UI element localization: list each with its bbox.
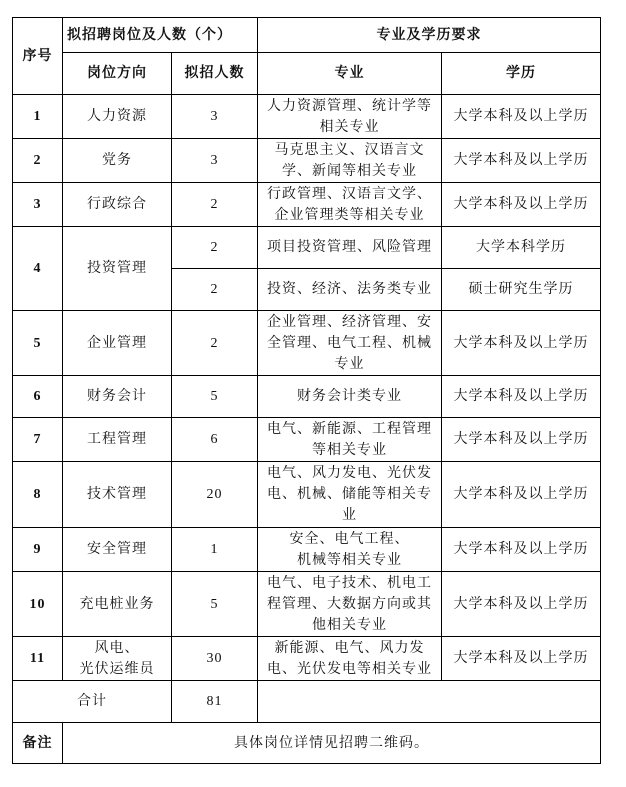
- row-major: 电气、新能源、工程管理等相关专业: [258, 418, 442, 462]
- row-seq: 5: [13, 311, 63, 376]
- row-count: 5: [172, 572, 258, 637]
- row-direction: 行政综合: [63, 183, 172, 227]
- row-major: 项目投资管理、风险管理: [258, 227, 442, 269]
- row-count: 2: [172, 269, 258, 311]
- row-seq: 6: [13, 376, 63, 418]
- row-count: 2: [172, 183, 258, 227]
- row-major-line: 安全、电气工程、: [289, 530, 410, 547]
- row-major: 人力资源管理、统计学等相关专业: [258, 95, 442, 139]
- note-row: [13, 723, 601, 764]
- header-education: 学历: [442, 53, 601, 95]
- header-direction: 岗位方向: [63, 53, 172, 95]
- row-seq: 10: [13, 572, 63, 637]
- total-label: 合计: [13, 681, 172, 723]
- header-row-1: [13, 18, 601, 53]
- total-row: [13, 681, 601, 723]
- row-seq: 9: [13, 528, 63, 572]
- header-row-2: [13, 53, 601, 95]
- row-count: 2: [172, 227, 258, 269]
- row-education: 大学本科及以上学历: [442, 95, 601, 139]
- note-text: 具体岗位详情见招聘二维码。: [63, 723, 601, 764]
- row-count: 20: [172, 462, 258, 528]
- table-row: [13, 637, 601, 681]
- row-direction: 人力资源: [63, 95, 172, 139]
- row-education: 大学本科及以上学历: [442, 528, 601, 572]
- row-direction: 充电桩业务: [63, 572, 172, 637]
- row-count: 5: [172, 376, 258, 418]
- row-count: 6: [172, 418, 258, 462]
- row-major: 投资、经济、法务类专业: [258, 269, 442, 311]
- table-row: [13, 462, 601, 528]
- header-position-group: 拟招聘岗位及人数（个）: [63, 18, 258, 53]
- recruitment-table: [12, 17, 601, 764]
- row-education: 大学本科及以上学历: [442, 637, 601, 681]
- row-seq: 2: [13, 139, 63, 183]
- table-row: [13, 376, 601, 418]
- total-empty: [258, 681, 601, 723]
- row-education: 大学本科学历: [442, 227, 601, 269]
- row-major: [258, 528, 442, 572]
- row-count: 2: [172, 311, 258, 376]
- row-direction: [63, 637, 172, 681]
- row-education: 硕士研究生学历: [442, 269, 601, 311]
- row-major-line: 机械等相关专业: [297, 551, 402, 568]
- row-count: 30: [172, 637, 258, 681]
- row-major: 电气、风力发电、光伏发电、机械、储能等相关专业: [258, 462, 442, 528]
- row-direction-line: 风电、: [94, 639, 140, 656]
- row-major: 电气、电子技术、机电工程管理、大数据方向或其他相关专业: [258, 572, 442, 637]
- header-major: 专业: [258, 53, 442, 95]
- row-major: 行政管理、汉语言文学、企业管理类等相关专业: [258, 183, 442, 227]
- row-direction: 技术管理: [63, 462, 172, 528]
- row-major: 新能源、电气、风力发电、光伏发电等相关专业: [258, 637, 442, 681]
- row-direction-line: 光伏运维员: [79, 660, 155, 677]
- row-direction: 财务会计: [63, 376, 172, 418]
- row-education: 大学本科及以上学历: [442, 572, 601, 637]
- row-seq: 4: [13, 227, 63, 311]
- header-requirement-group: 专业及学历要求: [258, 18, 601, 53]
- row-direction: 工程管理: [63, 418, 172, 462]
- row-major: 财务会计类专业: [258, 376, 442, 418]
- header-count: 拟招人数: [172, 53, 258, 95]
- table-row: [13, 572, 601, 637]
- row-seq: 8: [13, 462, 63, 528]
- table-row: [13, 311, 601, 376]
- row-education: 大学本科及以上学历: [442, 418, 601, 462]
- table-row: [13, 95, 601, 139]
- total-count: 81: [172, 681, 258, 723]
- table-row: [13, 418, 601, 462]
- table-row: [13, 139, 601, 183]
- table-row: [13, 528, 601, 572]
- row-education: 大学本科及以上学历: [442, 462, 601, 528]
- row-count: 1: [172, 528, 258, 572]
- row-count: 3: [172, 95, 258, 139]
- row-seq: 3: [13, 183, 63, 227]
- row-seq: 1: [13, 95, 63, 139]
- row-direction: 安全管理: [63, 528, 172, 572]
- row-seq: 7: [13, 418, 63, 462]
- row-education: 大学本科及以上学历: [442, 311, 601, 376]
- table-row: [13, 183, 601, 227]
- row-education: 大学本科及以上学历: [442, 139, 601, 183]
- header-seq: 序号: [13, 18, 63, 95]
- row-seq: 11: [13, 637, 63, 681]
- row-count: 3: [172, 139, 258, 183]
- row-education: 大学本科及以上学历: [442, 376, 601, 418]
- row-education: 大学本科及以上学历: [442, 183, 601, 227]
- row-direction: 企业管理: [63, 311, 172, 376]
- note-label: 备注: [13, 723, 63, 764]
- row-direction: 党务: [63, 139, 172, 183]
- table-row: [13, 227, 601, 269]
- row-major: 马克思主义、汉语言文学、新闻等相关专业: [258, 139, 442, 183]
- row-major: 企业管理、经济管理、安全管理、电气工程、机械专业: [258, 311, 442, 376]
- row-direction: 投资管理: [63, 227, 172, 311]
